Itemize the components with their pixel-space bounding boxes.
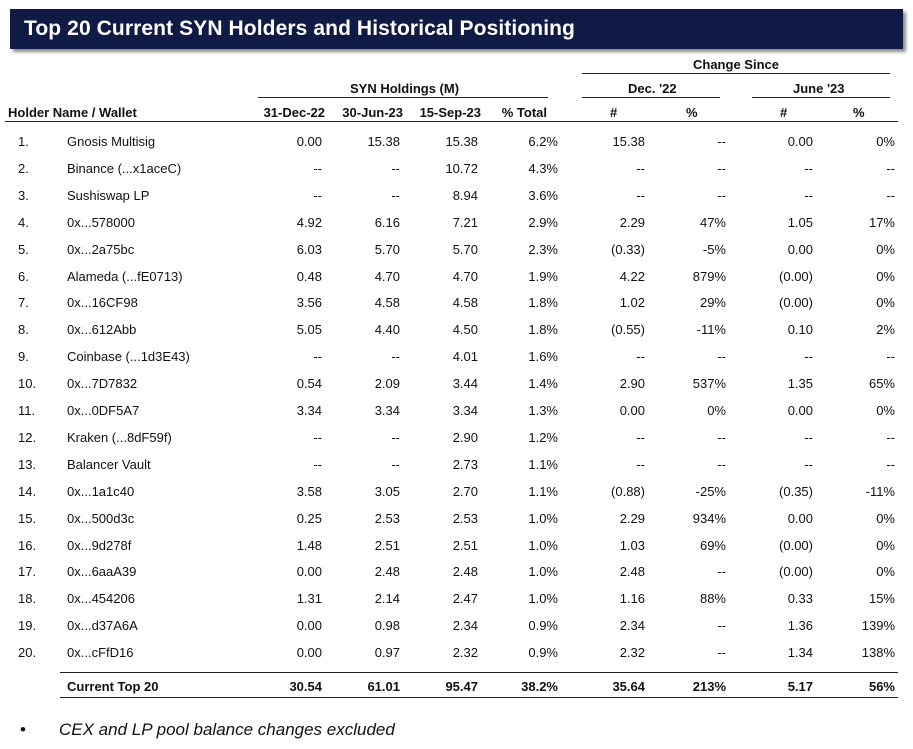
cell-dec-num: 2.48	[619, 564, 645, 579]
cell-dec22: 0.00	[296, 618, 322, 633]
cell-pct-total: 1.2%	[528, 430, 558, 445]
header-syn-holdings: SYN Holdings (M)	[350, 81, 460, 96]
cell-dec-pct: 934%	[692, 511, 726, 526]
cell-jun-num: (0.00)	[779, 295, 813, 310]
cell-jun-pct: --	[886, 349, 895, 364]
cell-dec-num: --	[636, 349, 645, 364]
cell-pct-total: 1.3%	[528, 403, 558, 418]
cell-rank: 14.	[18, 484, 37, 499]
col-total: % Total	[501, 105, 547, 120]
cell-jun23: 15.38	[367, 134, 400, 149]
cell-jun-num: (0.35)	[779, 484, 813, 499]
cell-pct-total: 1.0%	[528, 538, 558, 553]
cell-pct-total: 6.2%	[528, 134, 558, 149]
cell-dec22: 4.92	[296, 215, 322, 230]
cell-jun23: 0.98	[374, 618, 400, 633]
cell-dec22: 0.00	[296, 564, 322, 579]
total-sep23: 95.47	[445, 679, 478, 694]
cell-holder: 0x...d37A6A	[67, 618, 138, 633]
cell-dec-num: 1.02	[619, 295, 645, 310]
cell-dec22: 0.48	[296, 269, 322, 284]
cell-jun-pct: --	[886, 457, 895, 472]
cell-pct-total: 0.9%	[528, 645, 558, 660]
cell-jun-pct: --	[886, 430, 895, 445]
cell-sep23: 7.21	[452, 215, 478, 230]
cell-dec-pct: 47%	[699, 215, 726, 230]
cell-holder: 0x...2a75bc	[67, 242, 135, 257]
cell-sep23: 5.70	[452, 242, 478, 257]
cell-sep23: 4.58	[452, 295, 478, 310]
cell-dec22: --	[313, 161, 322, 176]
cell-dec-pct: 537%	[692, 376, 726, 391]
cell-jun-num: 1.05	[787, 215, 813, 230]
cell-jun-pct: -11%	[865, 484, 895, 499]
cell-jun23: --	[391, 188, 400, 203]
cell-sep23: 2.70	[452, 484, 478, 499]
cell-holder: 0x...cFfD16	[67, 645, 134, 660]
cell-jun23: 2.09	[374, 376, 400, 391]
change-since-underline	[582, 73, 890, 74]
cell-jun-pct: 15%	[868, 591, 895, 606]
cell-rank: 5.	[18, 242, 29, 257]
cell-dec-num: (0.55)	[611, 322, 645, 337]
cell-sep23: 2.90	[452, 430, 478, 445]
cell-dec-num: 2.34	[619, 618, 645, 633]
cell-pct-total: 1.0%	[528, 511, 558, 526]
cell-rank: 10.	[18, 376, 37, 391]
cell-dec22: --	[313, 430, 322, 445]
cell-dec-pct: --	[717, 457, 726, 472]
cell-pct-total: 0.9%	[528, 618, 558, 633]
cell-dec-pct: --	[717, 134, 726, 149]
cell-dec22: --	[313, 457, 322, 472]
cell-rank: 12.	[18, 430, 37, 445]
cell-jun23: --	[391, 430, 400, 445]
cell-sep23: 10.72	[445, 161, 478, 176]
col-dec-num: #	[610, 105, 618, 120]
title-bar	[10, 9, 903, 49]
cell-dec-num: 15.38	[612, 134, 645, 149]
cell-jun-pct: --	[886, 161, 895, 176]
col-jun-pct: %	[853, 105, 865, 120]
footnote-text: CEX and LP pool balance changes excluded	[59, 720, 395, 739]
total-jun-pct: 56%	[868, 679, 895, 694]
cell-dec-pct: 88%	[699, 591, 726, 606]
cell-jun23: 2.48	[374, 564, 400, 579]
cell-pct-total: 3.6%	[528, 188, 558, 203]
cell-dec-pct: -11%	[696, 322, 726, 337]
cell-dec-pct: --	[717, 188, 726, 203]
cell-holder: 0x...1a1c40	[67, 484, 135, 499]
col-holder: Holder Name / Wallet	[8, 105, 137, 120]
cell-sep23: 2.48	[452, 564, 478, 579]
page-title: Top 20 Current SYN Holders and Historical Positioning	[24, 17, 575, 40]
cell-dec22: 0.00	[296, 645, 322, 660]
cell-jun-num: --	[804, 430, 813, 445]
cell-sep23: 3.34	[452, 403, 478, 418]
cell-dec-pct: -25%	[695, 484, 726, 499]
cell-jun-num: --	[804, 349, 813, 364]
cell-dec-num: 1.03	[619, 538, 645, 553]
cell-dec-pct: --	[717, 564, 726, 579]
col-dec-pct: %	[686, 105, 698, 120]
cell-jun-num: --	[804, 161, 813, 176]
cell-dec22: 0.54	[296, 376, 322, 391]
cell-jun-pct: 139%	[861, 618, 895, 633]
cell-dec-num: 4.22	[619, 269, 645, 284]
total-jun-num: 5.17	[787, 679, 813, 694]
cell-sep23: 4.01	[452, 349, 478, 364]
cell-dec22: 3.58	[296, 484, 322, 499]
cell-jun23: 4.58	[374, 295, 400, 310]
cell-holder: Sushiswap LP	[67, 188, 150, 203]
cell-holder: 0x...578000	[67, 215, 135, 230]
cell-jun-pct: --	[886, 188, 895, 203]
cell-rank: 6.	[18, 269, 29, 284]
cell-pct-total: 1.1%	[528, 484, 558, 499]
col-jun23: 30-Jun-23	[342, 105, 403, 120]
cell-holder: 0x...0DF5A7	[67, 403, 140, 418]
cell-jun-pct: 138%	[861, 645, 895, 660]
cell-pct-total: 1.4%	[528, 376, 558, 391]
cell-rank: 7.	[18, 295, 29, 310]
header-change-since: Change Since	[693, 57, 779, 72]
cell-jun23: 3.05	[374, 484, 400, 499]
jun23-underline	[752, 97, 890, 98]
col-jun-num: #	[780, 105, 788, 120]
cell-dec-num: 2.90	[619, 376, 645, 391]
cell-dec-num: 2.32	[619, 645, 645, 660]
syn-holdings-underline	[258, 97, 548, 98]
cell-holder: Binance (...x1aceC)	[67, 161, 182, 176]
cell-dec-num: (0.88)	[611, 484, 645, 499]
cell-holder: Kraken (...8dF59f)	[67, 430, 172, 445]
cell-jun23: 2.53	[374, 511, 400, 526]
cell-jun-num: 0.33	[787, 591, 813, 606]
cell-jun-pct: 0%	[876, 134, 895, 149]
cell-holder: Gnosis Multisig	[67, 134, 156, 149]
cell-jun-num: 1.35	[787, 376, 813, 391]
cell-holder: Coinbase (...1d3E43)	[67, 349, 190, 364]
cell-rank: 17.	[18, 564, 37, 579]
cell-pct-total: 1.0%	[528, 591, 558, 606]
cell-sep23: 8.94	[452, 188, 478, 203]
cell-dec-pct: --	[717, 430, 726, 445]
cell-rank: 19.	[18, 618, 37, 633]
cell-dec-num: 2.29	[619, 215, 645, 230]
cell-rank: 15.	[18, 511, 37, 526]
cell-holder: Balancer Vault	[67, 457, 151, 472]
cell-dec-num: --	[636, 161, 645, 176]
cell-dec-num: --	[636, 188, 645, 203]
cell-dec-pct: 879%	[692, 269, 726, 284]
cell-dec22: 0.00	[296, 134, 322, 149]
cell-rank: 9.	[18, 349, 29, 364]
cell-dec-pct: --	[717, 618, 726, 633]
cell-sep23: 2.47	[452, 591, 478, 606]
total-dec-pct: 213%	[692, 679, 726, 694]
cell-pct-total: 1.8%	[528, 295, 558, 310]
cell-rank: 8.	[18, 322, 29, 337]
cell-sep23: 2.34	[452, 618, 478, 633]
cell-jun-num: --	[804, 457, 813, 472]
cell-jun-num: 0.00	[787, 242, 813, 257]
cell-jun23: 4.70	[374, 269, 400, 284]
cell-jun23: 2.14	[374, 591, 400, 606]
cell-dec22: 1.48	[296, 538, 322, 553]
cell-dec22: --	[313, 188, 322, 203]
cell-dec-num: --	[636, 457, 645, 472]
cell-sep23: 2.73	[452, 457, 478, 472]
cell-jun-pct: 2%	[876, 322, 895, 337]
cell-holder: 0x...612Abb	[67, 322, 137, 337]
cell-jun-pct: 0%	[876, 511, 895, 526]
cell-jun-num: (0.00)	[779, 269, 813, 284]
cell-rank: 16.	[18, 538, 37, 553]
cell-rank: 1.	[18, 134, 29, 149]
cell-pct-total: 1.9%	[528, 269, 558, 284]
cell-dec22: 3.34	[296, 403, 322, 418]
cell-dec-num: 0.00	[619, 403, 645, 418]
cell-holder: 0x...500d3c	[67, 511, 135, 526]
cell-holder: 0x...7D7832	[67, 376, 138, 391]
cell-rank: 11.	[18, 403, 36, 418]
total-dec22: 30.54	[289, 679, 322, 694]
cell-pct-total: 4.3%	[528, 161, 558, 176]
cell-jun-pct: 0%	[876, 403, 895, 418]
cell-jun-num: 0.00	[787, 511, 813, 526]
dec22-underline	[582, 97, 720, 98]
cell-jun-num: 0.00	[787, 134, 813, 149]
cell-dec-num: 2.29	[619, 511, 645, 526]
total-pct: 38.2%	[521, 679, 558, 694]
cell-jun-num: --	[804, 188, 813, 203]
cell-dec22: 1.31	[296, 591, 322, 606]
cell-dec-num: (0.33)	[611, 242, 645, 257]
cell-pct-total: 2.9%	[528, 215, 558, 230]
cell-sep23: 15.38	[445, 134, 478, 149]
cell-jun23: 0.97	[374, 645, 400, 660]
cell-jun-num: 0.00	[787, 403, 813, 418]
cell-dec-num: 1.16	[619, 591, 645, 606]
cell-sep23: 3.44	[452, 376, 478, 391]
cell-dec-pct: 69%	[699, 538, 726, 553]
cell-jun-pct: 0%	[876, 242, 895, 257]
cell-pct-total: 1.6%	[528, 349, 558, 364]
cell-sep23: 4.50	[452, 322, 478, 337]
cell-jun23: 6.16	[374, 215, 400, 230]
cell-jun23: --	[391, 457, 400, 472]
cell-dec-pct: -5%	[702, 242, 726, 257]
cell-dec-pct: 29%	[699, 295, 726, 310]
cell-dec22: --	[313, 349, 322, 364]
cell-holder: 0x...454206	[67, 591, 135, 606]
cell-jun-pct: 0%	[876, 295, 895, 310]
header-jun23: June '23	[793, 81, 845, 96]
cell-jun23: 3.34	[374, 403, 400, 418]
cell-dec-pct: --	[717, 349, 726, 364]
cell-rank: 2.	[18, 161, 29, 176]
cell-holder: Alameda (...fE0713)	[67, 269, 183, 284]
cell-rank: 20.	[18, 645, 37, 660]
cell-jun23: 5.70	[374, 242, 400, 257]
cell-sep23: 4.70	[452, 269, 478, 284]
cell-dec-pct: --	[717, 161, 726, 176]
cell-rank: 4.	[18, 215, 29, 230]
cell-holder: 0x...16CF98	[67, 295, 138, 310]
total-jun23: 61.01	[367, 679, 400, 694]
col-sep23: 15-Sep-23	[419, 105, 481, 120]
header-dec22: Dec. '22	[628, 81, 677, 96]
cell-dec-pct: --	[717, 645, 726, 660]
cell-pct-total: 1.0%	[528, 564, 558, 579]
cell-jun23: 4.40	[374, 322, 400, 337]
cell-holder: 0x...6aaA39	[67, 564, 137, 579]
cell-jun-pct: 0%	[876, 538, 895, 553]
cell-sep23: 2.53	[452, 511, 478, 526]
cell-pct-total: 1.8%	[528, 322, 558, 337]
cell-dec22: 0.25	[296, 511, 322, 526]
cell-pct-total: 1.1%	[528, 457, 558, 472]
cell-jun-pct: 0%	[876, 564, 895, 579]
cell-jun-pct: 17%	[868, 215, 895, 230]
cell-dec22: 3.56	[296, 295, 322, 310]
cell-dec-pct: 0%	[707, 403, 726, 418]
total-top-rule	[60, 672, 898, 673]
total-bottom-rule	[60, 697, 898, 698]
cell-jun23: --	[391, 349, 400, 364]
cell-holder: 0x...9d278f	[67, 538, 132, 553]
header-underline	[5, 121, 898, 122]
col-dec22: 31-Dec-22	[263, 105, 325, 120]
cell-dec-num: --	[636, 430, 645, 445]
footnote-bullet: •	[20, 720, 26, 739]
cell-rank: 3.	[18, 188, 29, 203]
cell-dec22: 6.03	[296, 242, 322, 257]
cell-jun-num: (0.00)	[779, 564, 813, 579]
cell-jun-pct: 65%	[868, 376, 895, 391]
cell-jun23: 2.51	[374, 538, 400, 553]
cell-rank: 13.	[18, 457, 37, 472]
cell-jun-num: 0.10	[787, 322, 813, 337]
cell-sep23: 2.51	[452, 538, 478, 553]
cell-jun-num: (0.00)	[779, 538, 813, 553]
cell-sep23: 2.32	[452, 645, 478, 660]
total-dec-num: 35.64	[612, 679, 645, 694]
cell-jun23: --	[391, 161, 400, 176]
cell-jun-num: 1.34	[787, 645, 813, 660]
cell-dec22: 5.05	[296, 322, 322, 337]
cell-rank: 18.	[18, 591, 37, 606]
cell-pct-total: 2.3%	[528, 242, 558, 257]
cell-jun-pct: 0%	[876, 269, 895, 284]
total-label: Current Top 20	[67, 679, 159, 694]
cell-jun-num: 1.36	[787, 618, 813, 633]
